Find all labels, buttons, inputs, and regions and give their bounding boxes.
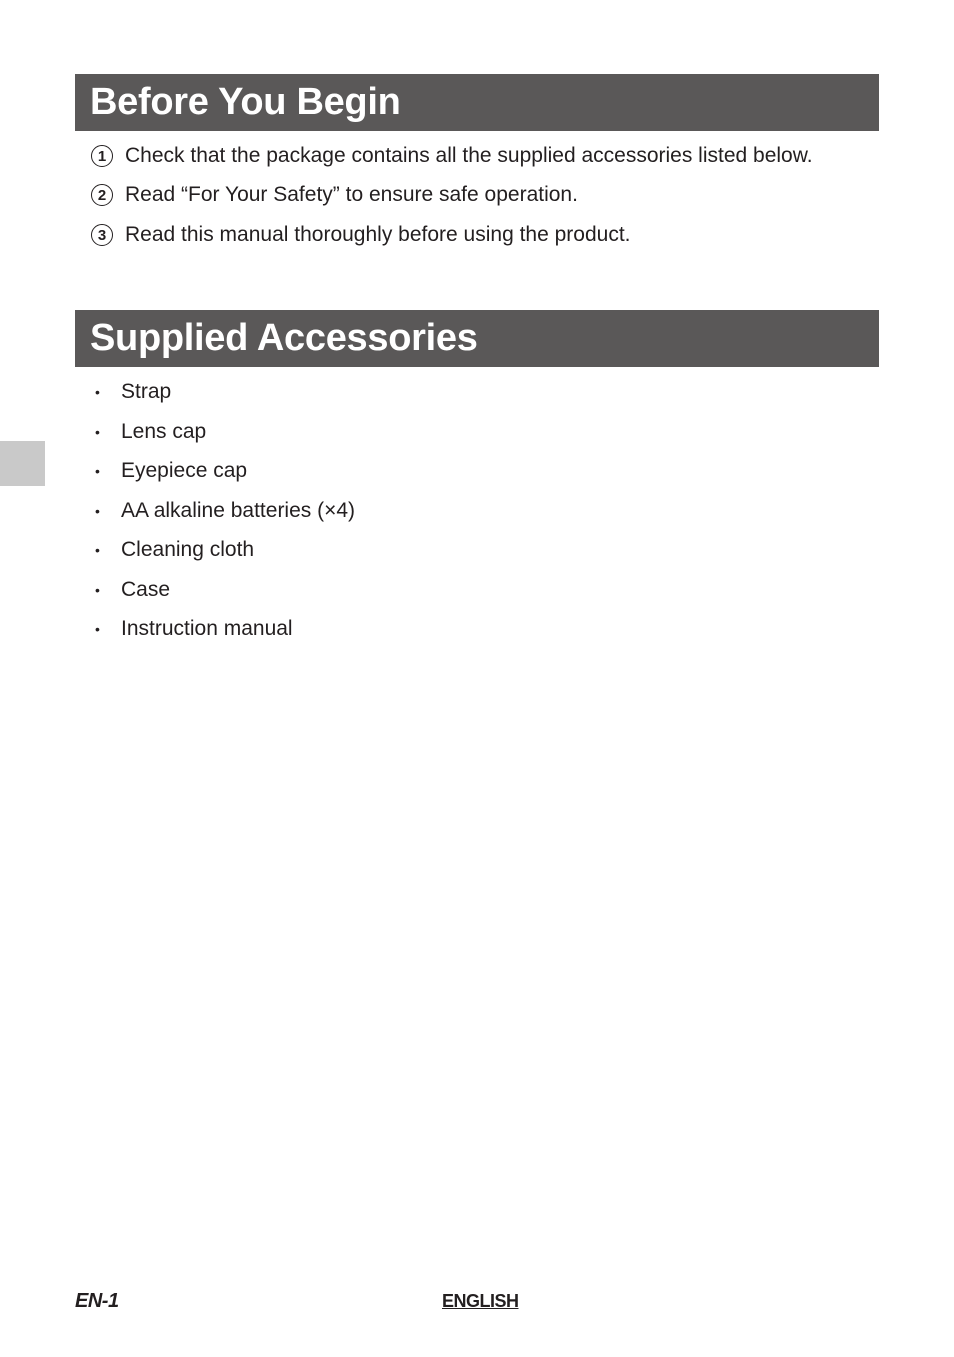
section-title: Before You Begin: [90, 81, 401, 123]
step-item: [90, 221, 631, 249]
section-header-supplied-accessories: [75, 310, 879, 367]
section-header-before-you-begin: [75, 74, 879, 131]
bullet-icon: •: [95, 542, 100, 558]
step-text: Read this manual thoroughly before using the product.: [125, 223, 631, 246]
step-number-circle: 2: [91, 184, 113, 206]
bullet-icon: •: [95, 621, 100, 637]
accessory-name: Lens cap: [121, 420, 207, 443]
page-number: EN-1: [75, 1290, 119, 1312]
side-thumb-tab: [0, 441, 45, 486]
accessory-list-item: [95, 615, 293, 643]
step-number-circle: 3: [91, 224, 113, 246]
step-item: [90, 142, 813, 170]
accessory-name: Cleaning cloth: [121, 538, 255, 561]
accessory-list-item: [95, 497, 355, 525]
step-text: Read “For Your Safety” to ensure safe operation.: [125, 183, 578, 206]
accessory-name: Eyepiece cap: [121, 459, 248, 482]
accessory-list-item: [95, 576, 170, 604]
step-item: [90, 181, 578, 209]
accessory-name: Strap: [121, 380, 172, 403]
step-number-circle: 1: [91, 145, 113, 167]
accessory-list-item: [95, 378, 171, 406]
accessory-list-item: [95, 457, 247, 485]
bullet-icon: •: [95, 463, 100, 479]
bullet-icon: •: [95, 424, 100, 440]
accessory-name: Case: [121, 578, 171, 601]
language-label: ENGLISH: [442, 1291, 519, 1311]
accessory-list-item: [95, 418, 206, 446]
accessory-name: Instruction manual: [121, 617, 293, 640]
accessory-name: AA alkaline batteries (×4): [121, 499, 356, 522]
bullet-icon: •: [95, 503, 100, 519]
bullet-icon: •: [95, 384, 100, 400]
step-text: Check that the package contains all the supplied accessories listed below.: [125, 144, 813, 167]
bullet-icon: •: [95, 582, 100, 598]
accessory-list-item: [95, 536, 254, 564]
section-title: Supplied Accessories: [90, 317, 478, 359]
